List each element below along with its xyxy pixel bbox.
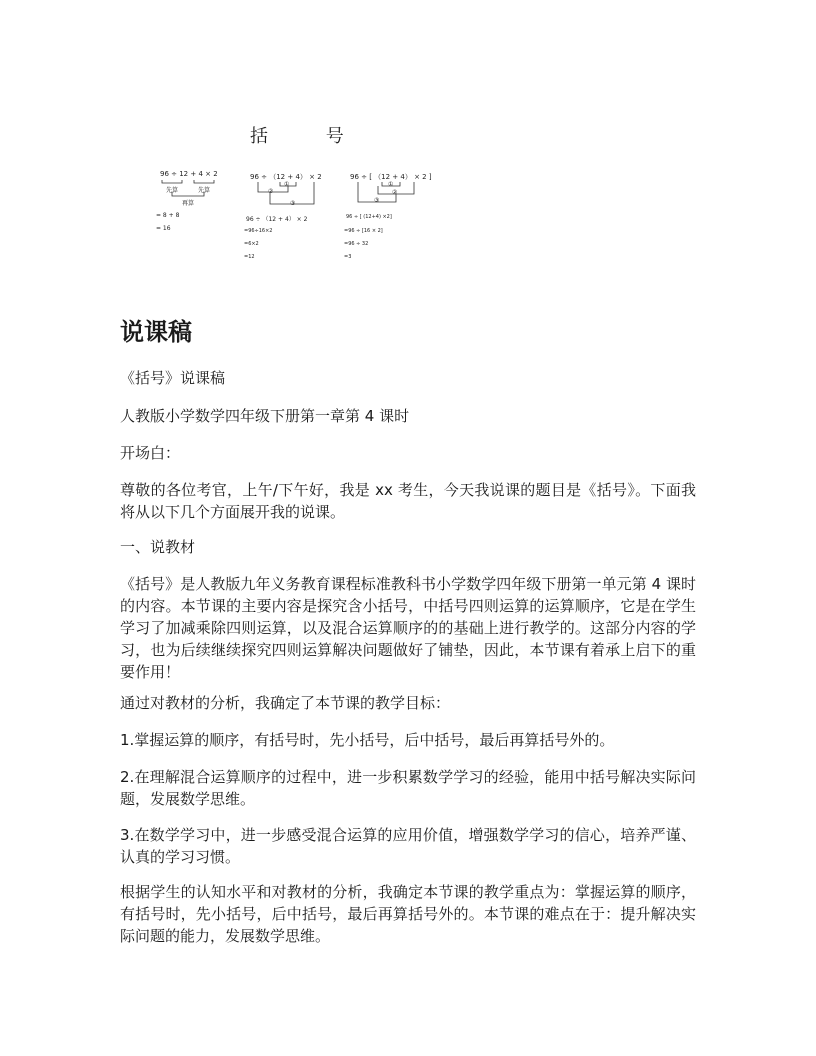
ex1-first-label-a: 先算 xyxy=(166,187,179,194)
opening-label: 开场白： xyxy=(120,444,181,462)
ex2-line-0: 96 ÷ （12 + 4） × 2 xyxy=(246,216,308,223)
ex3-line-0: 96 ÷ [ (12+4) ×2] xyxy=(346,214,392,220)
ex3-step-3: =3 xyxy=(344,254,352,260)
ex2-brackets xyxy=(248,172,338,217)
ex3-mark-1: ① xyxy=(388,181,394,188)
ex2-step-2: =6×2 xyxy=(244,241,259,247)
ex3-step-2: =96 ÷ 32 xyxy=(344,241,369,247)
figure-title: 括 号 xyxy=(250,126,370,147)
objective-1: 1.掌握运算的顺序，有括号时，先小括号，后中括号，最后再算括号外的。 xyxy=(120,731,615,749)
objectives-intro: 通过对教材的分析，我确定了本节课的教学目标： xyxy=(120,694,451,712)
ex3-expression: 96 ÷ [ （12 + 4） × 2 ] xyxy=(350,173,432,181)
example-3 xyxy=(344,172,438,267)
doc-title-line: 《括号》说课稿 xyxy=(120,369,226,387)
objective-2: 2.在理解混合运算顺序的过程中，进一步积累数学学习的经验，能用中括号解决实际问题，发展数学思维。 xyxy=(120,768,696,808)
ex3-step-1: =96 ÷ [16 × 2] xyxy=(344,228,383,234)
textbook-paragraph: 《括号》是人教版九年义务教育课程标准教科书小学数学四年级下册第一单元第 4 课时的内容。本节课的主要内容是探究含小括号，中括号四则运算的运算顺序，它是在学生学习了加减乘除四则运算，以及混合运算顺序的的基础上进行教学的。这部分内容的学习，也为后续继续探究四则运算解决问题做好了铺垫，因此，本节课有着承上启下的重要作用！ xyxy=(120,575,696,681)
example-1 xyxy=(158,170,238,240)
ex1-expression: 96 ÷ 12 + 4 × 2 xyxy=(160,170,218,178)
ex1-first-label-b: 先算 xyxy=(198,187,211,194)
ex3-mark-2: ② xyxy=(392,189,398,196)
example-2 xyxy=(244,172,338,267)
opening-paragraph: 尊敬的各位考官，上午/下午好，我是 xx 考生，今天我说课的题目是《括号》。下面我将从以下几个方面展开我的说课。 xyxy=(120,481,696,521)
ex1-step-2: = 16 xyxy=(156,225,171,232)
objective-3: 3.在数学学习中，进一步感受混合运算的应用价值，增强数学学习的信心，培养严谨、认真的学习习惯。 xyxy=(120,826,696,866)
section-heading-textbook: 一、说教材 xyxy=(120,538,196,556)
ex1-step-1: = 8 + 8 xyxy=(156,212,180,219)
ex3-mark-3: ③ xyxy=(374,197,380,204)
page-heading: 说课稿 xyxy=(120,318,192,346)
ex2-step-1: =96÷16×2 xyxy=(244,228,273,234)
ex2-step-3: =12 xyxy=(244,254,255,260)
key-points-paragraph: 根据学生的认知水平和对教材的分析，我确定本节课的教学重点为：掌握运算的顺序，有括号时，先小括号，后中括号，最后再算括号外的。本节课的难点在于：提升解决实际问题的能力，发展数学思维。 xyxy=(120,883,696,945)
ex2-mark-1: ① xyxy=(284,181,290,188)
ex2-mark-2: ② xyxy=(268,188,274,195)
course-info-line: 人教版小学数学四年级下册第一章第 4 课时 xyxy=(120,407,410,425)
ex1-second-label: 再算 xyxy=(182,200,195,207)
ex2-expression: 96 ÷ （12 + 4） × 2 xyxy=(250,173,322,181)
ex2-mark-3: ③ xyxy=(290,200,296,207)
